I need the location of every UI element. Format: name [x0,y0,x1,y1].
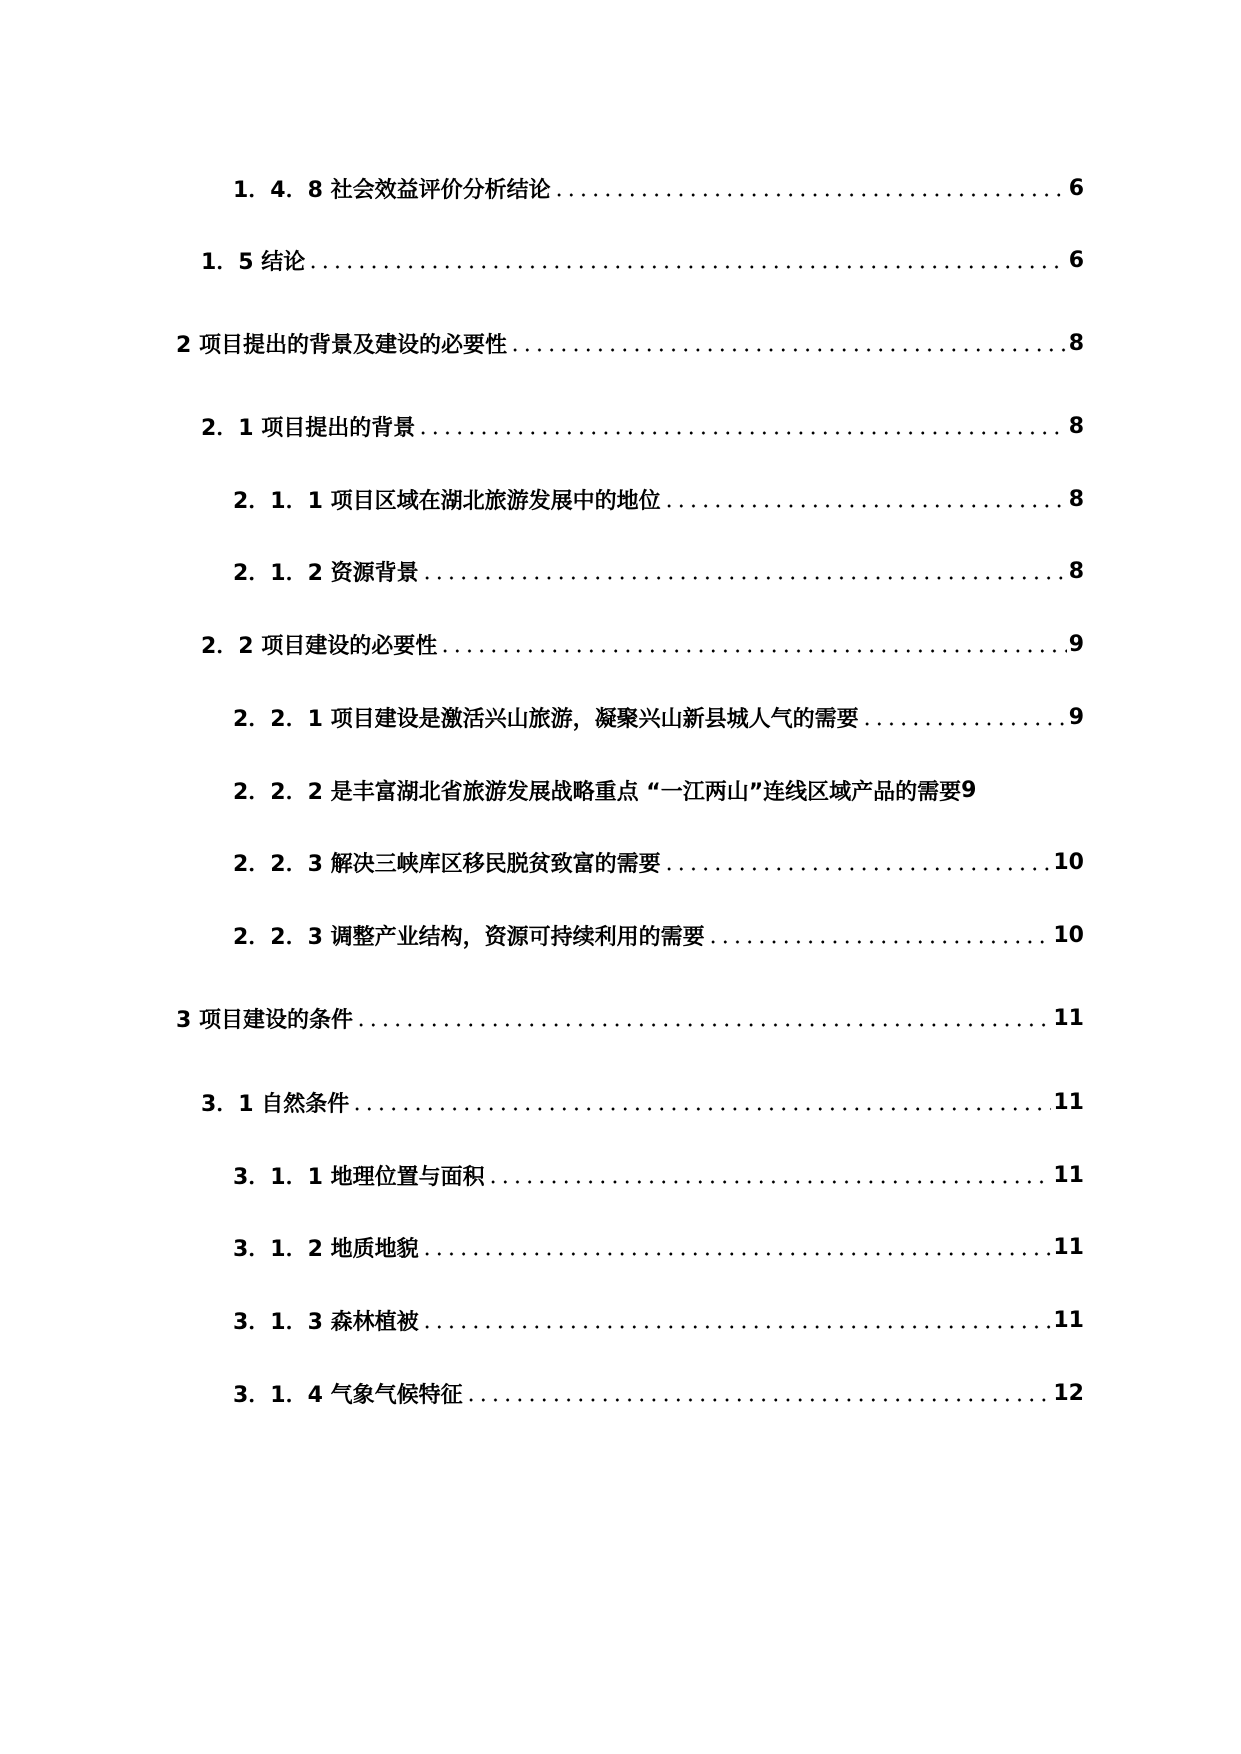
toc-entry[interactable] [201,626,1084,662]
toc-entry-page: 8 [1068,330,1084,356]
toc-entry-page: 11 [1053,1089,1084,1115]
toc-entry-title: 3．1．4 气象气候特征 [233,1382,463,1408]
toc-dot-leader [421,1240,1052,1262]
toc-entry[interactable] [233,1302,1084,1338]
toc-entry-title: 1．5 结论 [201,249,306,275]
toc-entry-page: 8 [1068,413,1084,439]
toc-entry-page: 10 [1053,849,1084,875]
toc-entry-title: 2．1 项目提出的背景 [201,415,416,441]
toc-entry-page: 11 [1053,1005,1084,1031]
toc-entry-page: 11 [1053,1162,1084,1188]
toc-entry[interactable] [176,1000,1084,1036]
toc-entry-title: 3．1．3 森林植被 [233,1309,419,1335]
toc-dot-leader [487,1168,1052,1190]
toc-dot-leader [439,637,1066,659]
toc-entry-title: 2．2．3 解决三峡库区移民脱贫致富的需要 [233,851,661,877]
toc-entry-page: 11 [1053,1307,1084,1333]
toc-entry-title: 1．4．8 社会效益评价分析结论 [233,177,551,203]
toc-entry-title: 3．1 自然条件 [201,1091,350,1117]
toc-entry[interactable] [233,1375,1084,1411]
toc-entry-page: 9 [1068,631,1084,657]
toc-entry-title: 2 项目提出的背景及建设的必要性 [176,332,507,358]
toc-entry-title: 3．1．2 地质地貌 [233,1236,419,1262]
toc-dot-leader [421,564,1067,586]
toc-entry-page: 6 [1068,247,1084,273]
toc-entry-page: 8 [1068,558,1084,584]
toc-dot-leader [421,1313,1052,1335]
toc-entry[interactable] [233,699,1084,735]
toc-entry-title: 2．2．3 调整产业结构，资源可持续利用的需要 [233,924,705,950]
toc-entry[interactable] [176,325,1084,361]
toc-entry-page: 8 [1068,486,1084,512]
toc-entry[interactable] [201,1084,1084,1120]
toc-entry[interactable] [233,170,1084,206]
toc-dot-leader [663,492,1067,514]
toc-entry-title: 2．1．2 资源背景 [233,560,419,586]
toc-entry-title: 2．1．1 项目区域在湖北旅游发展中的地位 [233,488,661,514]
toc-entry[interactable] [233,481,1084,517]
toc-entry-title: 2．2．2 是丰富湖北省旅游发展战略重点 “一江两山”连线区域产品的需要 [233,779,962,805]
toc-entry[interactable] [233,1157,1084,1193]
toc-entry[interactable] [233,917,1084,953]
toc-entry-title: 3．1．1 地理位置与面积 [233,1164,485,1190]
toc-entry-title: 2．2．1 项目建设是激活兴山旅游，凝聚兴山新县城人气的需要 [233,706,859,732]
toc-entry[interactable] [201,408,1084,444]
toc-entry-page: 6 [1068,175,1084,201]
toc-dot-leader [509,336,1067,358]
toc-dot-leader [465,1386,1052,1408]
toc-dot-leader [663,855,1052,877]
toc-dot-leader [307,253,1066,275]
toc-entry[interactable] [201,242,1084,278]
toc-entry-page: 12 [1053,1380,1084,1406]
toc-entry-page: 10 [1053,922,1084,948]
toc-entry-page: 9 [961,777,977,803]
toc-entry-title: 3 项目建设的条件 [176,1007,353,1033]
toc-dot-leader [553,181,1067,203]
toc-dot-leader [861,710,1067,732]
toc-entry-page: 9 [1068,704,1084,730]
toc-entry-title: 2．2 项目建设的必要性 [201,633,438,659]
toc-entry[interactable] [233,1229,1084,1265]
toc-entry[interactable] [233,844,1084,880]
toc-entry[interactable] [233,553,1084,589]
toc-entry-page: 11 [1053,1234,1084,1260]
toc-dot-leader [355,1011,1051,1033]
toc-dot-leader [351,1095,1051,1117]
toc-dot-leader [417,419,1066,441]
toc-entry[interactable] [233,772,1084,808]
toc-dot-leader [707,928,1052,950]
